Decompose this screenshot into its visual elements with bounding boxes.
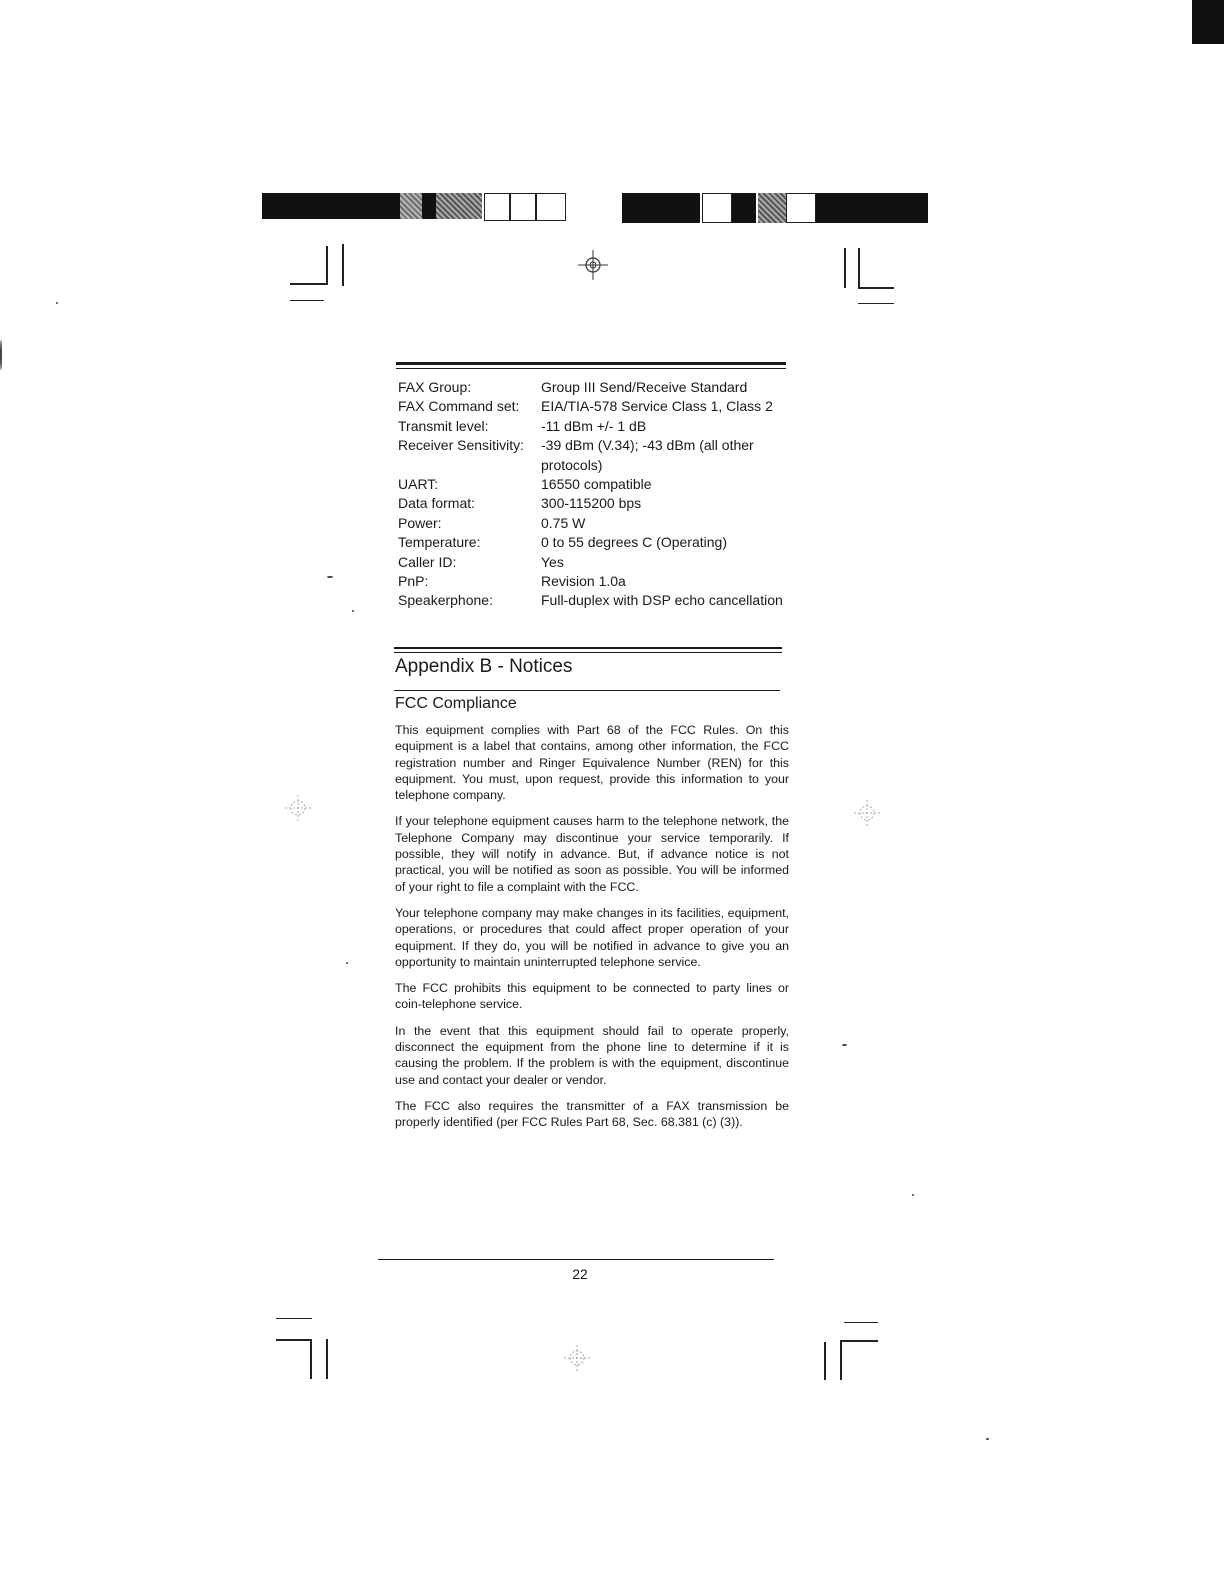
corner-tab: [1192, 0, 1224, 44]
spec-row: [398, 436, 798, 475]
scan-speck: [912, 1194, 914, 1196]
spec-label: UART:: [398, 476, 439, 493]
registration-target-icon: [562, 1343, 592, 1373]
page-number: 22: [572, 1266, 588, 1282]
spec-table-top-rule-thin: [396, 368, 786, 369]
scan-speck: [986, 1438, 989, 1440]
registration-target-icon: [578, 250, 608, 280]
crop-mark: [840, 1340, 878, 1342]
crop-mark: [840, 1340, 842, 1380]
section-title: FCC Compliance: [395, 695, 517, 712]
crop-mark: [342, 244, 344, 286]
scan-speck: [56, 302, 58, 304]
spec-row: [398, 417, 798, 436]
spec-row: [398, 475, 798, 494]
scan-speck: [0, 340, 2, 370]
spec-value: Yes: [541, 553, 564, 570]
spec-label: Data format:: [398, 495, 476, 512]
crop-mark: [326, 246, 328, 284]
crop-mark: [858, 287, 894, 289]
notice-paragraph: This equipment complies with Part 68 of the FCC Rules. On this equipment is a label that contains, among other information, the FCC registration number and Ringer Equivalence Number (REN) for this equipment. You must, upon request, provide this information to your telephone company.: [395, 723, 789, 803]
spec-value: EIA/TIA-578 Service Class 1, Class 2: [541, 398, 773, 415]
spec-row: [398, 397, 798, 416]
spec-table-bottom-rule-thin: [394, 652, 782, 653]
scan-speck: [327, 576, 333, 578]
spec-table-top-rule: [396, 362, 786, 365]
registration-target-icon: [283, 793, 313, 823]
crop-mark: [824, 1342, 826, 1380]
notice-paragraph: Your telephone company may make changes in its facilities, equipment, operations, or procedures that could affect proper operation of your equipment. If they do, you will be notified in advance to give you an opportunity to maintain uninterrupted telephone service.: [395, 905, 789, 969]
notice-paragraph: The FCC prohibits this equipment to be connected to party lines or coin-telephone service.: [395, 981, 789, 1012]
spec-value: Group III Send/Receive Standard: [541, 379, 748, 395]
crop-mark: [858, 248, 860, 288]
scan-speck: [842, 1044, 847, 1046]
spec-row: [398, 514, 798, 533]
crop-mark: [276, 1339, 312, 1341]
spec-value: -39 dBm (V.34); -43 dBm (all other protocols): [541, 437, 754, 473]
notice-paragraph: If your telephone equipment causes harm to the telephone network, the Telephone Company may discontinue your service temporarily. If possible, they will notify in advance. But, if advance notice is not practical, you will be notified as soon as possible. You will be informed of your right to file a complaint with the FCC.: [395, 814, 789, 894]
spec-row: [398, 533, 798, 552]
spec-value: 16550 compatible: [541, 476, 652, 493]
fcc-notices: [395, 722, 789, 1141]
scan-speck: [352, 610, 354, 612]
appendix-title: Appendix B - Notices: [395, 656, 573, 677]
crop-mark: [310, 1339, 312, 1379]
registration-target-icon: [852, 798, 882, 828]
spec-row: [398, 378, 798, 397]
notice-paragraph: The FCC also requires the transmitter of a FAX transmission be properly identified (per FCC Rules Part 68, Sec. 68.381 (c) (3)).: [395, 1098, 789, 1130]
crop-mark: [290, 300, 324, 301]
spec-value: -11 dBm +/- 1 dB: [541, 417, 647, 434]
spec-row: [398, 572, 798, 591]
footer-rule: [378, 1259, 774, 1260]
spec-value: Revision 1.0a: [541, 573, 626, 590]
crop-mark: [276, 1318, 312, 1319]
appendix-title-rule: [394, 690, 780, 691]
spec-label: Speakerphone:: [398, 592, 493, 609]
spec-label: PnP:: [398, 573, 429, 590]
spec-label: Temperature:: [398, 534, 481, 551]
spec-row: [398, 494, 798, 513]
spec-value: Full-duplex with DSP echo cancellation: [541, 592, 783, 609]
spec-table-bottom-rule: [394, 647, 782, 649]
crop-mark: [858, 303, 894, 304]
spec-label: Transmit level:: [398, 417, 489, 434]
spec-value: 0.75 W: [541, 514, 586, 531]
spec-label: Caller ID:: [398, 553, 457, 570]
spec-label: Receiver Sensitivity:: [398, 437, 525, 454]
spec-row: [398, 553, 798, 572]
spec-row: [398, 591, 798, 610]
specifications-table: [398, 378, 798, 611]
registration-strip: [262, 193, 936, 227]
spec-value: 300-115200 bps: [541, 495, 642, 512]
crop-mark: [844, 1322, 878, 1323]
crop-mark: [844, 248, 846, 288]
spec-label: FAX Group:: [398, 379, 472, 395]
crop-mark: [290, 283, 328, 285]
scan-speck: [346, 962, 348, 964]
spec-label: FAX Command set:: [398, 398, 520, 415]
notice-paragraph: In the event that this equipment should fail to operate properly, disconnect the equipment from the phone line to determine if it is causing the problem. If the problem is with the equipment, discontinue use and contact your dealer or vendor.: [395, 1023, 789, 1087]
spec-value: 0 to 55 degrees C (Operating): [541, 534, 727, 551]
crop-mark: [326, 1339, 328, 1379]
spec-label: Power:: [398, 514, 442, 531]
